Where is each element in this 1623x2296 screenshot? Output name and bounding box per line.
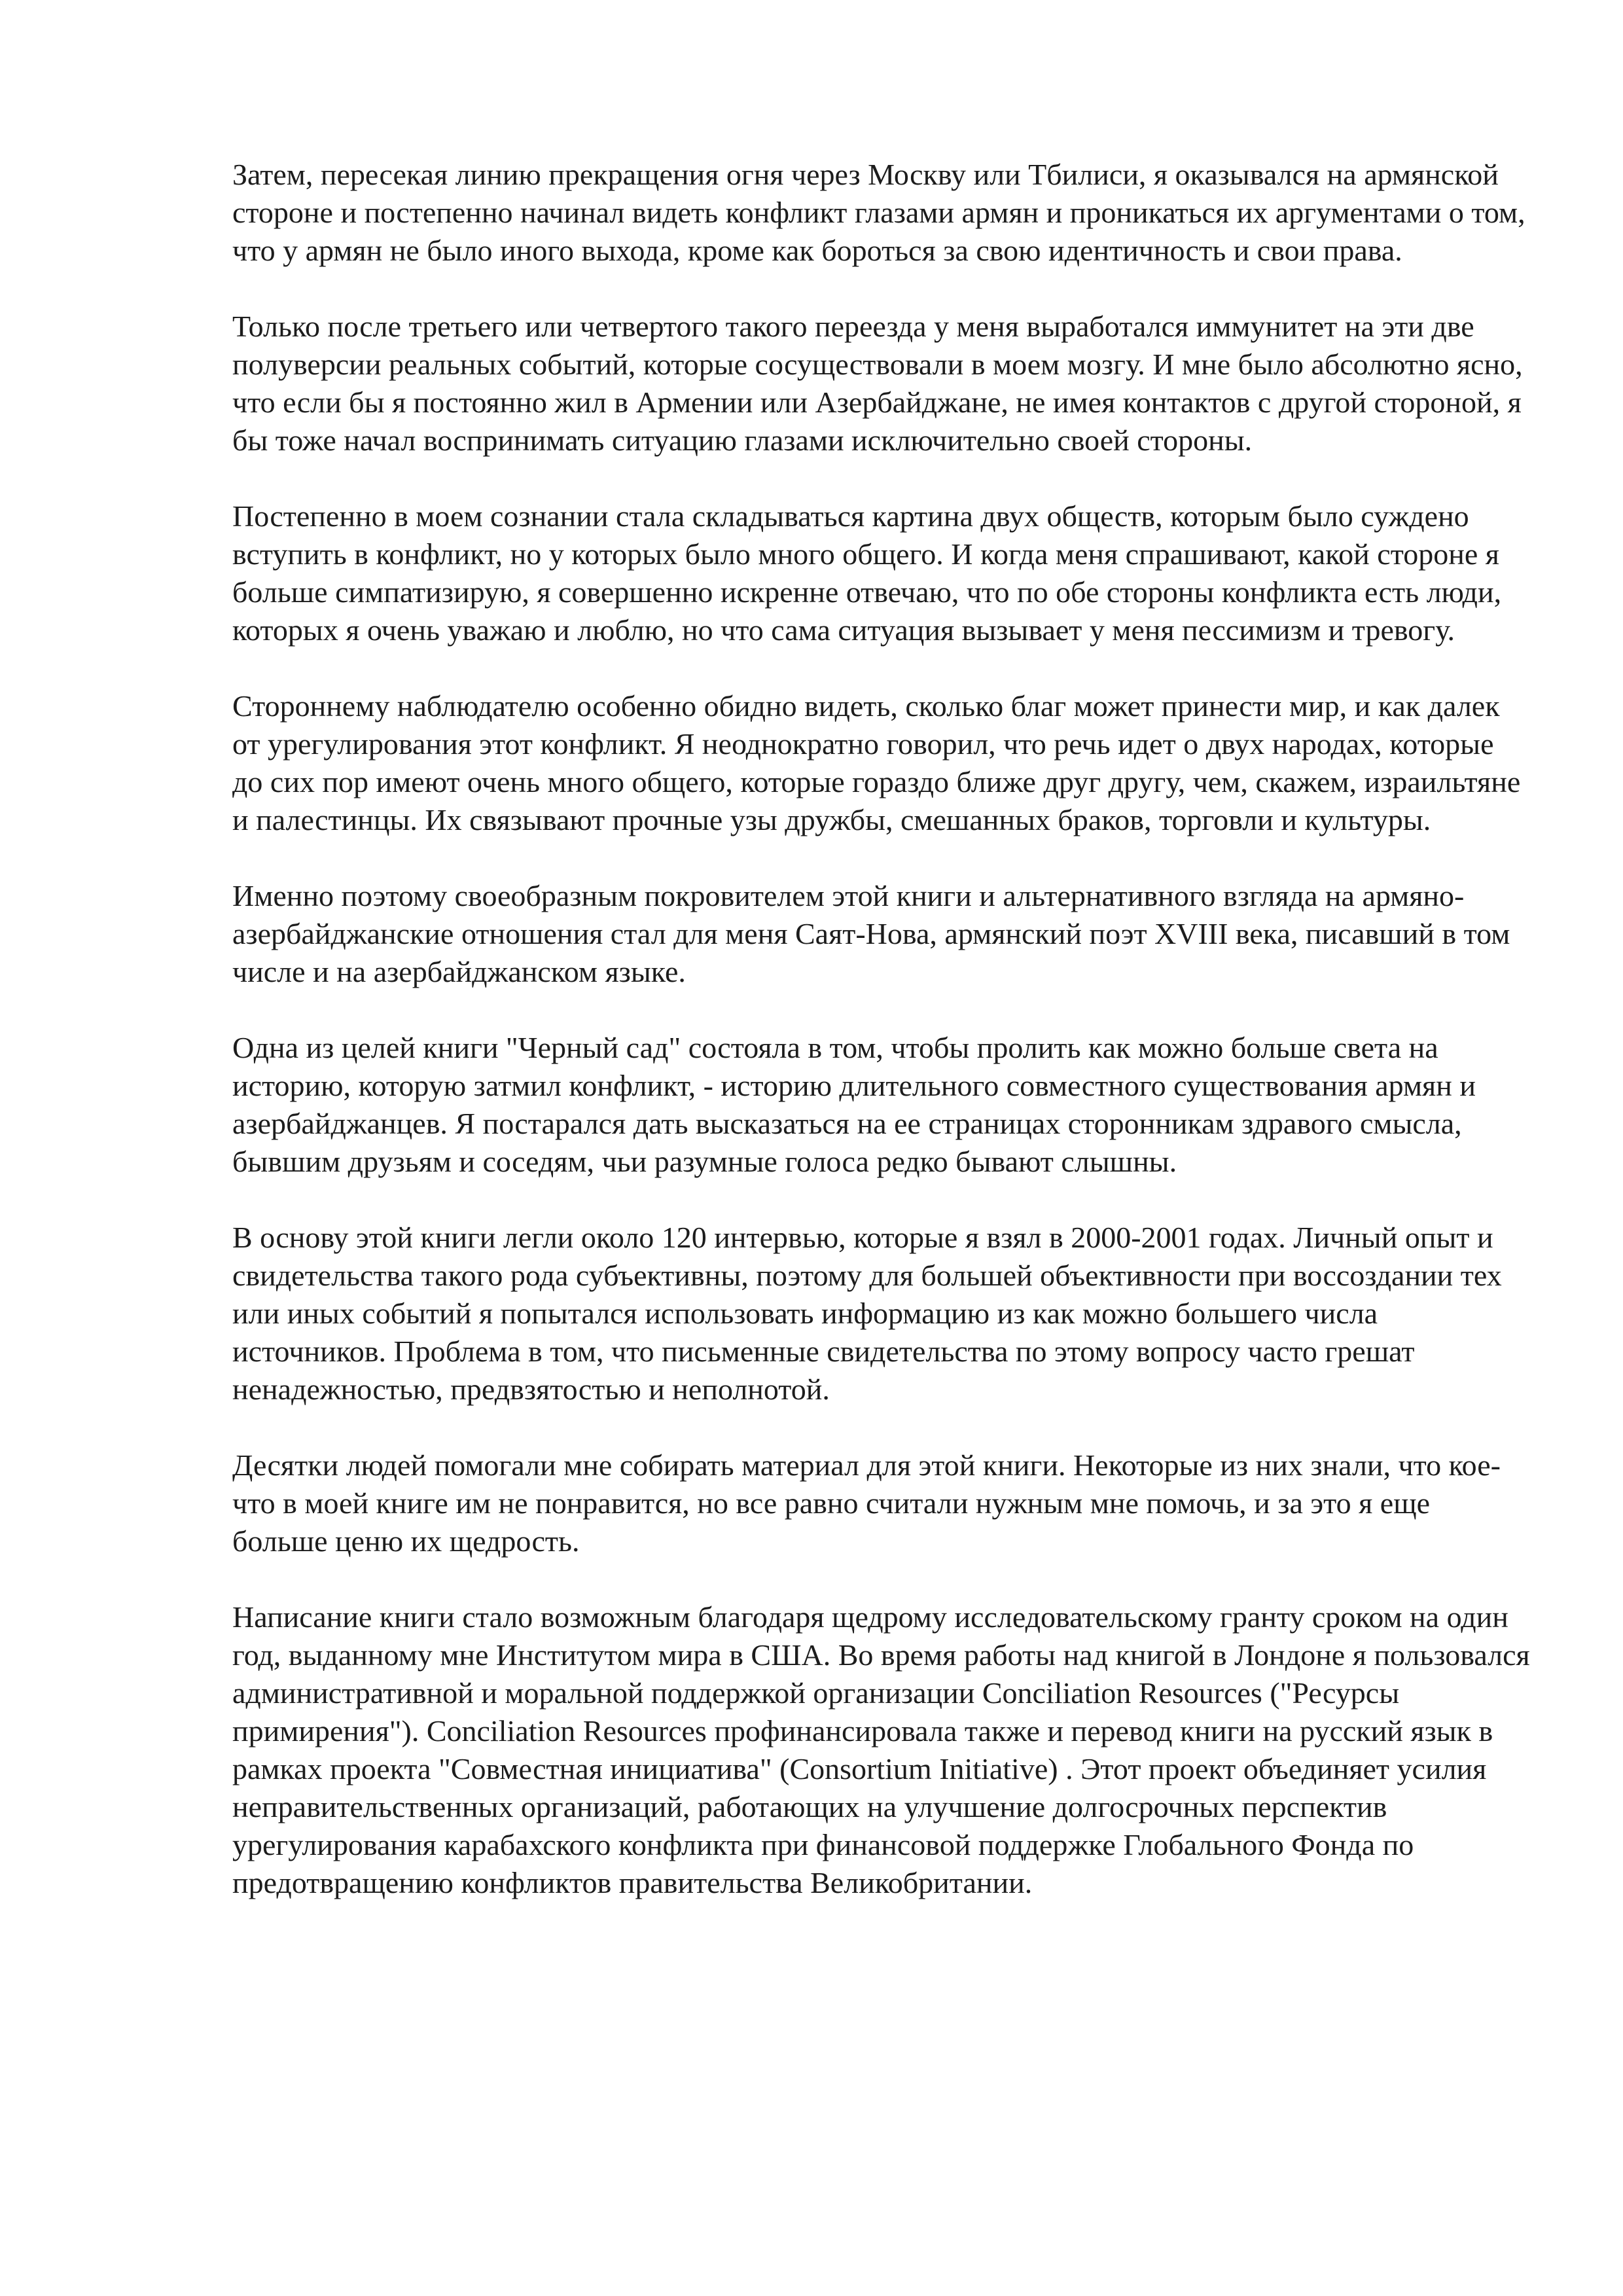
paragraph-sayat-nova: Именно поэтому своеобразным покровителем этой книги и альтернативного взгляда на армяно-азербайджанские отношения стал для меня Саят-Нова, армянский поэт XVIII века, писавший в том числе и на азербайджанском языке.	[232, 879, 1510, 988]
paragraph-two-societies: Постепенно в моем сознании стала складываться картина двух обществ, которым было суждено вступить в конфликт, но у которых было много общего. И когда меня спрашивают, какой стороне я больше симпатизирую, я совершенно искренне отвечаю, что по обе стороны конфликта есть люди, которых я очень уважаю и люблю, но что сама ситуация вызывает у меня пессимизм и тревогу.	[232, 499, 1502, 647]
paragraph-interviews: В основу этой книги легли около 120 интервью, которые я взял в 2000-2001 годах. Личный опыт и свидетельства такого рода субъективны, поэтому для большей объективности при воссоздании тех или иных событий я попытался использовать информацию из как можно большего числа источников. Проблема в том, что письменные свидетельства по этому вопросу часто грешат ненадежностью, предвзятостью и неполнотой.	[232, 1221, 1502, 1406]
paragraph-helpers: Десятки людей помогали мне собирать материал для этой книги. Некоторые из них знали, что кое-что в моей книге им не понравится, но все равно считали нужным мне помочь, и за это я еще больше ценю их щедрость.	[232, 1448, 1501, 1558]
paragraph-observer: Стороннему наблюдателю особенно обидно видеть, сколько благ может принести мир, и как далек от урегулирования этот конфликт. Я неоднократно говорил, что речь идет о двух народах, которые до сих пор имеют очень много общего, которые гораздо ближе друг другу, чем, скажем, израильтяне и палестинцы. Их связывают прочные узы дружбы, смешанных браков, торговли и культуры.	[232, 689, 1521, 836]
paragraph-immunity: Только после третьего или четвертого такого переезда у меня выработался иммунитет на эти две полуверсии реальных событий, которые сосуществовали в моем мозгу. И мне было абсолютно ясно, что если бы я постоянно жил в Армении или Азербайджане, не имея контактов с другой стороной, я бы тоже начал воспринимать ситуацию глазами исключительно своей стороны.	[232, 310, 1523, 457]
paragraph-book-goals: Одна из целей книги "Черный сад" состояла в том, чтобы пролить как можно больше света на историю, которую затмил конфликт, - историю длительного совместного существования армян и азербайджанцев. Я постарался дать высказаться на ее страницах сторонникам здравого смысла, бывшим друзьям и соседям, чьи разумные голоса редко бывают слышны.	[232, 1031, 1476, 1178]
paragraph-ceasefire-crossing: Затем, пересекая линию прекращения огня через Москву или Тбилиси, я оказывался на армянской стороне и постепенно начинал видеть конфликт глазами армян и проникаться их аргументами о том, что у армян не было иного выхода, кроме как бороться за свою идентичность и свои права.	[232, 158, 1525, 267]
paragraph-funding: Написание книги стало возможным благодаря щедрому исследовательскому гранту сроком на один год, выданному мне Институтом мира в США. Во время работы над книгой в Лондоне я пользовался административной и моральной поддержкой организации Conciliation Resources ("Ресурсы примирения"). Conciliation Resources профинансировала также и перевод книги на русский язык в рамках проекта "Совместная инициатива" (Consortium Initiative) . Этот проект объединяет усилия неправительственных организаций, работающих на улучшение долгосрочных перспектив урегулирования карабахского конфликта при финансовой поддержке Глобального Фонда по предотвращению конфликтов правительства Великобритании.	[232, 1600, 1530, 1899]
document-page	[232, 156, 1531, 2217]
